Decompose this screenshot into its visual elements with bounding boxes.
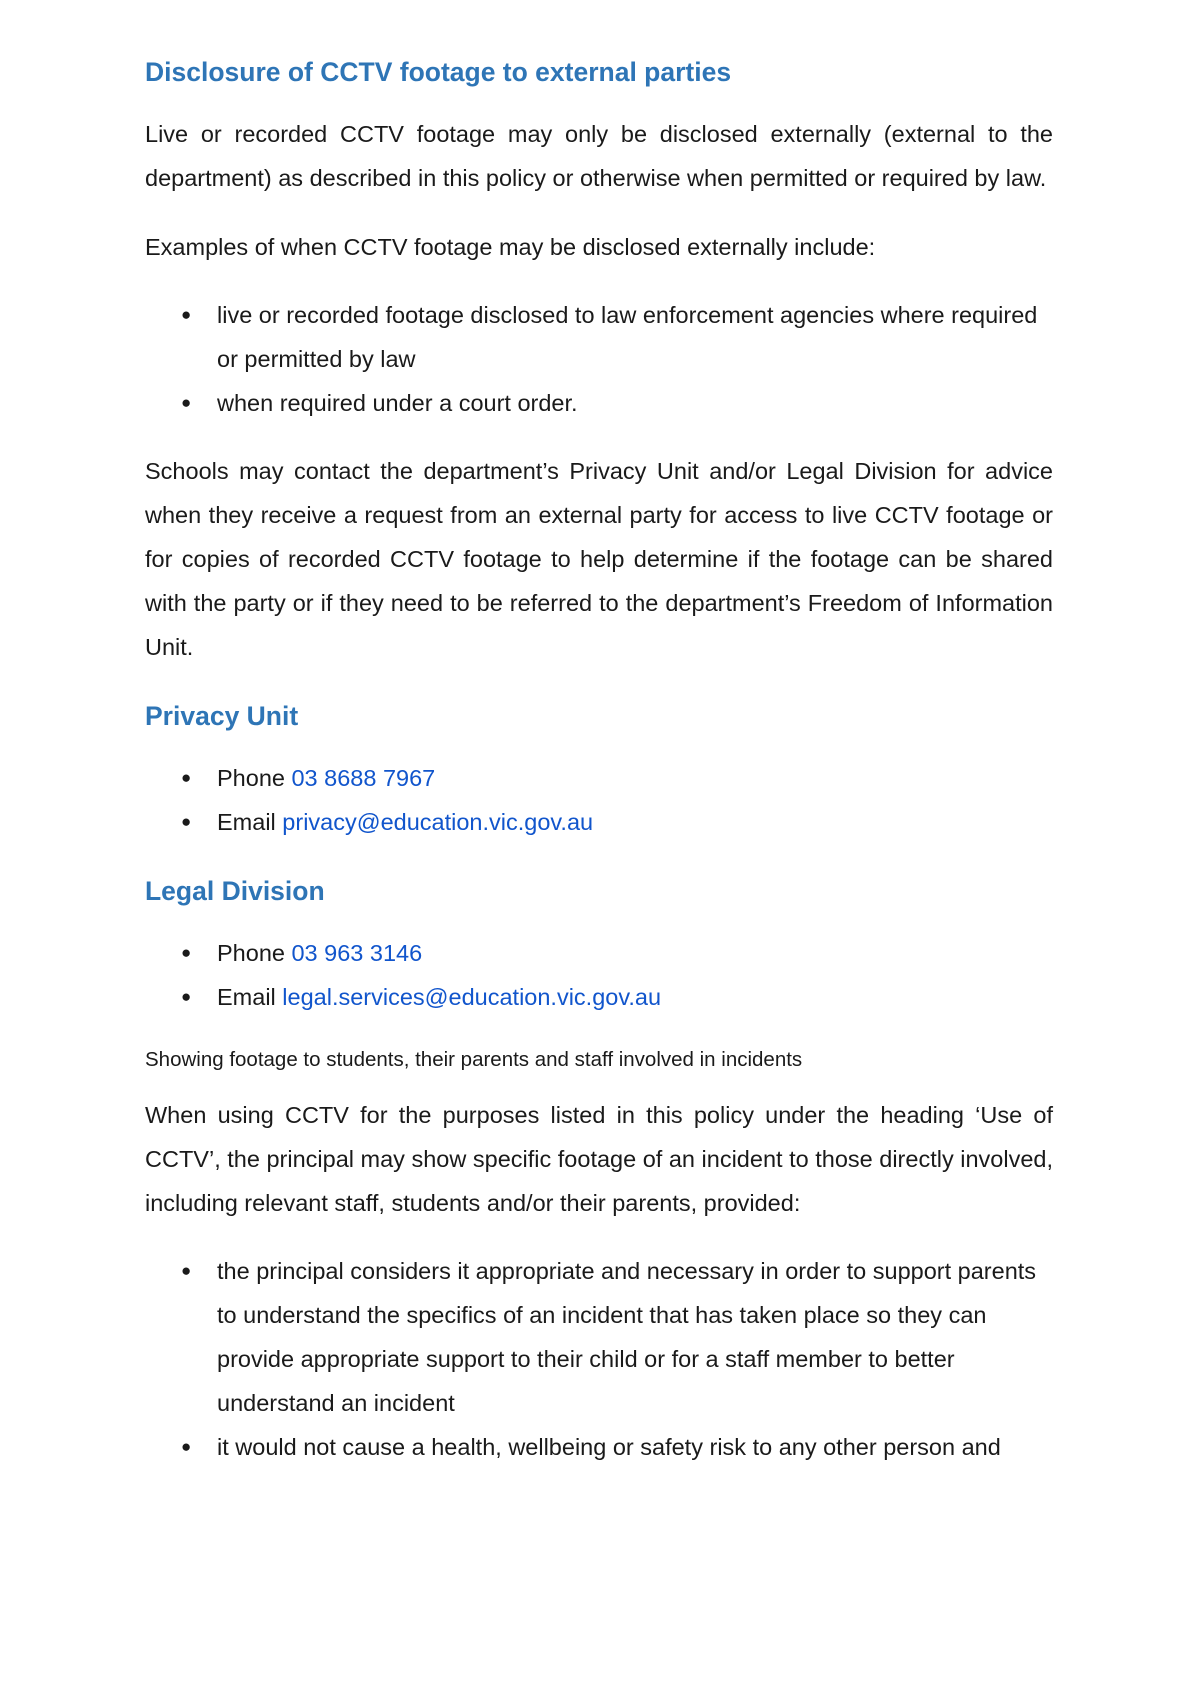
bullet-icon: ● bbox=[181, 768, 192, 787]
paragraph-disclosure-intro: Live or recorded CCTV footage may only be disclosed externally (external to the department) as described in this policy or otherwise when permitted or required by law. bbox=[145, 121, 1053, 191]
list-item-phone bbox=[145, 931, 1053, 975]
list-item: ● when required under a court order. bbox=[145, 381, 1053, 425]
legal-division-contacts bbox=[145, 931, 1053, 1019]
bullet-icon: ● bbox=[181, 943, 192, 962]
privacy-unit-contacts bbox=[145, 756, 1053, 844]
list-item-phone bbox=[145, 756, 1053, 800]
paragraph-examples-intro: Examples of when CCTV footage may be disclosed externally include: bbox=[145, 234, 876, 260]
legal-phone-link[interactable]: 03 963 3146 bbox=[291, 940, 423, 966]
document-page bbox=[145, 0, 1053, 1469]
section-heading-showing-footage: Showing footage to students, their parents and staff involved in incidents bbox=[145, 1048, 803, 1071]
list-item-email bbox=[145, 800, 1053, 844]
privacy-email-link[interactable]: privacy@education.vic.gov.au bbox=[282, 809, 594, 835]
list-item-email bbox=[145, 975, 1053, 1019]
examples-list bbox=[145, 293, 1053, 425]
bullet-icon: ● bbox=[181, 1261, 192, 1280]
section-heading-legal-division: Legal Division bbox=[145, 876, 325, 906]
bullet-icon: ● bbox=[181, 812, 192, 831]
privacy-phone-link[interactable]: 03 8688 7967 bbox=[291, 765, 436, 791]
phone-label: Phone bbox=[217, 765, 285, 791]
list-item: ● it would not cause a health, wellbeing or safety risk to any other person and bbox=[145, 1425, 1053, 1469]
conditions-list bbox=[145, 1249, 1053, 1469]
bullet-icon: ● bbox=[181, 987, 192, 1006]
paragraph-contact-advice: Schools may contact the department’s Privacy Unit and/or Legal Division for advice when they receive a request from an external party for access to live CCTV footage or for copies of recorded CCTV footage to help determine if the footage can be shared with the party or if they need to be referred to the department’s Freedom of Information Unit. bbox=[145, 458, 1053, 660]
section-heading-privacy-unit: Privacy Unit bbox=[145, 701, 299, 731]
email-label: Email bbox=[217, 984, 276, 1010]
legal-email-link[interactable]: legal.services@education.vic.gov.au bbox=[282, 984, 662, 1010]
bullet-icon: ● bbox=[181, 305, 192, 324]
bullet-icon: ● bbox=[181, 1437, 192, 1456]
phone-label: Phone bbox=[217, 940, 285, 966]
section-heading-disclosure: Disclosure of CCTV footage to external parties bbox=[145, 57, 732, 87]
bullet-icon: ● bbox=[181, 393, 192, 412]
paragraph-showing-footage: When using CCTV for the purposes listed in this policy under the heading ‘Use of CCTV’, the principal may show specific footage of an incident to those directly involved, including relevant staff, students and/or their parents, provided: bbox=[145, 1102, 1053, 1216]
list-item: ● the principal considers it appropriate and necessary in order to support parents to understand the specifics of an incident that has taken place so they can provide appropriate support to their child or for a staff member to better understand an incident bbox=[145, 1249, 1053, 1425]
email-label: Email bbox=[217, 809, 276, 835]
list-item: ● live or recorded footage disclosed to law enforcement agencies where required or permitted by law bbox=[145, 293, 1053, 381]
